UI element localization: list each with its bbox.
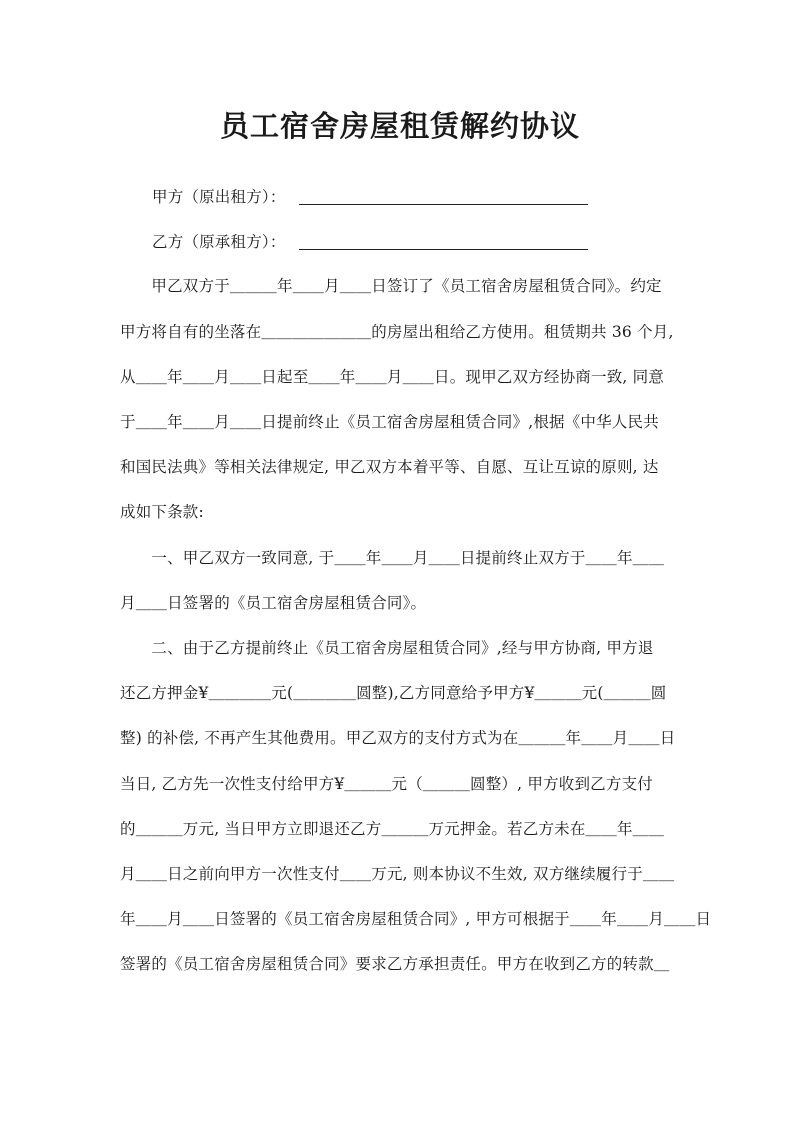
clause-two-line: 当日, 乙方先一次性支付给甲方¥＿＿＿元（＿＿＿圆整）, 甲方收到乙方支付	[120, 775, 653, 793]
party-b-blank	[299, 249, 588, 250]
body-line: 甲乙双方于＿＿＿年＿＿月＿＿日签订了《员工宿舍房屋租赁合同》。约定	[120, 277, 662, 295]
party-b-label: 乙方（原承租方）：	[152, 233, 286, 251]
body-line: 甲方将自有的坐落在＿＿＿＿＿＿＿的房屋出租给乙方使用。租赁期共 36 个月,	[120, 323, 674, 341]
party-a-label: 甲方（原出租方）：	[152, 188, 286, 206]
clause-two-line: 年＿＿月＿＿日签署的《员工宿舍房屋租赁合同》, 甲方可根据于＿＿年＿＿月＿＿日	[120, 910, 712, 928]
party-a-blank	[299, 204, 588, 205]
clause-two-line: 整) 的补偿, 不再产生其他费用。甲乙双方的支付方式为在＿＿＿年＿＿月＿＿日	[120, 729, 676, 747]
clause-two-line: 月＿＿日之前向甲方一次性支付＿＿万元, 则本协议不生效, 双方继续履行于＿＿	[120, 865, 675, 883]
body-line: 和国民法典》等相关法律规定, 甲乙双方本着平等、自愿、互让互谅的原则, 达	[120, 458, 659, 476]
clause-one-line: 一、甲乙双方一致同意, 于＿＿年＿＿月＿＿日提前终止双方于＿＿年＿＿	[120, 549, 665, 567]
clause-two-line: 签署的《员工宿舍房屋租赁合同》要求乙方承担责任。甲方在收到乙方的转款＿	[120, 955, 670, 973]
body-line: 从＿＿年＿＿月＿＿日起至＿＿年＿＿月＿＿日。现甲乙双方经协商一致, 同意	[120, 368, 665, 386]
clause-two-line: 还乙方押金¥＿＿＿＿元(＿＿＿＿圆整),乙方同意给予甲方¥＿＿＿元(＿＿＿圆	[120, 684, 667, 702]
clause-two-line: 二、由于乙方提前终止《员工宿舍房屋租赁合同》,经与甲方协商, 甲方退	[120, 639, 654, 657]
body-line: 成如下条款:	[120, 503, 204, 521]
body-line: 于＿＿年＿＿月＿＿日提前终止《员工宿舍房屋租赁合同》,根据《中华人民共	[120, 413, 659, 431]
clause-two-line: 的＿＿＿万元, 当日甲方立即退还乙方＿＿＿万元押金。若乙方未在＿＿年＿＿	[120, 820, 665, 838]
clause-one-line: 月＿＿日签署的《员工宿舍房屋租赁合同》。	[120, 594, 427, 612]
document-title: 员工宿舍房屋租赁解约协议	[219, 109, 580, 143]
